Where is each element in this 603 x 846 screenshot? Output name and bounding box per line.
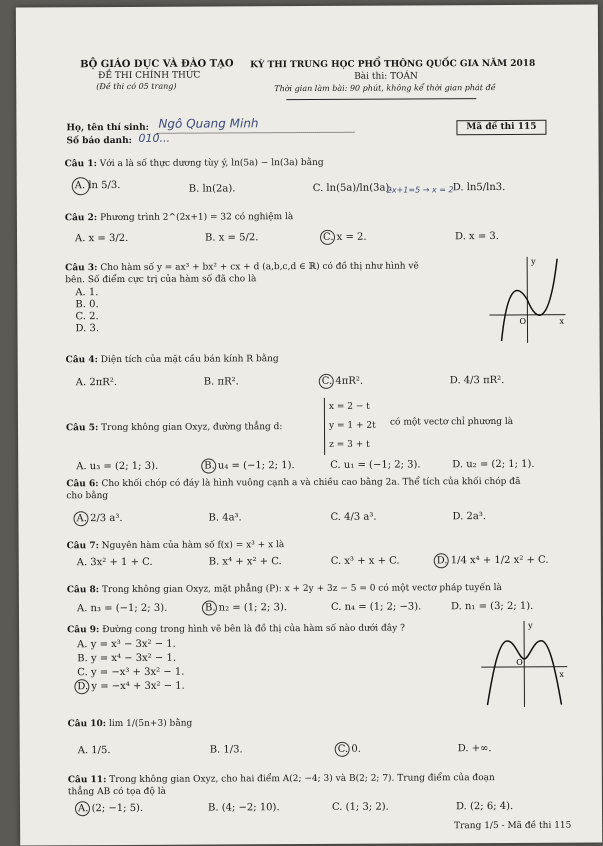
q8-option-c: C. n₄ = (1; 2; −3). (330, 601, 422, 613)
question-number: Câu 8: (66, 585, 100, 596)
q5-text-cont: có một vectơ chỉ phương là (389, 416, 514, 428)
q3-option-d: D. 3. (75, 323, 100, 335)
q7-answer-mark (434, 553, 449, 568)
q9-option-a: A. y = x³ − 3x² − 1. (77, 638, 176, 651)
question-number: Câu 3: (65, 263, 98, 274)
q11-option-d: D. (2; 6; 4). (455, 800, 514, 813)
question-7 (67, 540, 285, 551)
question-number: Câu 6: (66, 479, 99, 490)
question-number: Câu 11: (67, 775, 107, 786)
q7-option-d: D. 1/4 x⁴ + 1/2 x² + C. (436, 554, 549, 567)
question-3 (65, 261, 419, 273)
q1-answer-mark (72, 177, 90, 195)
question-number: Câu 1: (64, 159, 97, 170)
q5-option-b: B. u₄ = (−1; 2; 1). (204, 460, 295, 472)
question-9 (67, 624, 405, 636)
q8-option-a: A. n₃ = (−1; 2; 3). (76, 602, 168, 615)
question-text: Phương trình 2^(2x+1) = 32 có nghiệm là (100, 212, 294, 224)
q7-option-b: B. x⁴ + x² + C. (208, 556, 282, 568)
q5-option-d: D. u₂ = (2; 1; 1). (452, 458, 535, 471)
q5-option-a: A. u₃ = (2; 1; 3). (76, 460, 159, 473)
system-row: z = 3 + t (329, 439, 370, 450)
question-6 (66, 477, 520, 489)
question-text: Cho hàm số y = ax³ + bx² + cx + d (a,b,c,d ∈ ℝ) có đồ thị như hình vẽ (100, 261, 419, 274)
q10-option-b: B. 1/3. (209, 744, 243, 756)
exam-paper (16, 4, 602, 845)
q4-option-d: D. 4/3 πR². (449, 374, 505, 387)
origin-label: O (519, 316, 527, 326)
question-text: Trong không gian Oxyz, đường thẳng d: (101, 422, 283, 434)
question-number: Câu 4: (65, 355, 98, 366)
id-label: Số báo danh: (66, 135, 132, 147)
question-text: Cho khối chóp có đáy là hình vuông cạnh a và chiều cao bằng 2a. Thể tích của khối chóp đã (101, 476, 521, 490)
q9-option-b: B. y = x⁴ − 3x² − 1. (77, 652, 177, 665)
question-text: Trong không gian Oxyz, cho hai điểm A(2; −4; 3) và B(2; 2; 7). Trung điểm của đoạn (109, 773, 495, 786)
question-2 (65, 212, 293, 223)
question-number: Câu 2: (64, 213, 98, 224)
q6-option-a: A. 2/3 a³. (76, 512, 123, 525)
q1-option-b: B. ln(2a). (188, 183, 236, 195)
q2-option-b: B. x = 5/2. (204, 232, 259, 244)
pages-note: (Đề thi có 05 trang) (96, 81, 177, 92)
q8-answer-mark (202, 600, 217, 615)
exam-code-box: Mã đề thi 115 (456, 120, 546, 135)
q6-option-c: C. 4/3 a³. (330, 511, 377, 523)
q7-option-a: A. 3x² + 1 + C. (76, 556, 153, 569)
question-text: Với a là số thực dương tùy ý, ln(5a) − ln(3a) bằng (99, 157, 324, 170)
question-text: Trong không gian Oxyz, mặt phẳng (P): x + 2y + 3z − 5 = 0 có một vectơ pháp tuyến là (101, 582, 502, 596)
q3-option-c: C. 2. (75, 311, 99, 323)
y-axis-label: y (528, 620, 533, 630)
q11-answer-mark (75, 801, 90, 816)
q4-answer-mark (319, 374, 334, 389)
name-dots (156, 132, 354, 134)
q2-option-c: C. x = 2. (322, 231, 367, 243)
q9-option-c: C. y = −x³ + 3x² − 1. (77, 666, 185, 679)
x-axis-label: x (559, 316, 564, 326)
question-11 (68, 773, 495, 785)
ministry-name: BỘ GIÁO DỤC VÀ ĐÀO TẠO (80, 58, 234, 71)
q3-option-a: A. 1. (75, 287, 99, 299)
q10-option-c: C. 0. (337, 743, 361, 755)
q4-option-c: C. 4πR². (321, 375, 364, 387)
question-number: Câu 7: (66, 541, 99, 552)
q6-text-cont: cho bằng (66, 491, 109, 502)
q10-option-a: A. 1/5. (77, 745, 111, 757)
official-label: ĐỀ THI CHÍNH THỨC (98, 70, 201, 82)
question-text: Nguyên hàm của hàm số f(x) = x³ + x là (101, 540, 285, 552)
q4-option-b: B. πR². (203, 376, 239, 388)
exam-time: Thời gian làm bài: 90 phút, không kể thời gian phát đề (274, 83, 496, 94)
name-handwritten: Ngô Quang Minh (158, 116, 259, 131)
q8-option-d: D. n₁ = (3; 2; 1). (450, 600, 534, 613)
question-4 (66, 354, 279, 365)
q9-graph (479, 619, 569, 709)
q2-option-d: D. x = 3. (454, 231, 499, 243)
question-10 (68, 719, 193, 730)
question-number: Câu 9: (67, 625, 100, 636)
question-1 (65, 158, 324, 169)
q3-text-cont: bên. Số điểm cực trị của hàm số đã cho là (65, 274, 257, 286)
question-text: lim 1/(5n+3) bằng (108, 718, 193, 730)
q11-option-b: B. (4; −2; 10). (207, 802, 280, 814)
system-row: y = 1 + 2t (328, 420, 376, 431)
q5-option-c: C. u₁ = (−1; 2; 3). (330, 459, 421, 471)
q8-option-b: B. n₂ = (1; 2; 3). (204, 602, 288, 614)
x-axis-label: x (559, 669, 564, 679)
q11-option-a: A. (2; −1; 5). (77, 802, 144, 815)
page-footer: Trang 1/5 - Mã đề thi 115 (454, 820, 572, 832)
question-5 (66, 422, 282, 433)
system-row: x = 2 − t (328, 401, 370, 412)
q3-option-b: B. 0. (75, 299, 99, 311)
question-text: Diện tích của mặt cầu bán kính R bằng (100, 354, 279, 366)
q11-option-c: C. (1; 3; 2). (331, 801, 389, 813)
q9-option-d: D. y = −x⁴ + 3x² − 1. (77, 680, 185, 693)
q6-option-d: D. 2a³. (452, 511, 487, 523)
exam-title: KỲ THI TRUNG HỌC PHỔ THÔNG QUỐC GIA NĂM 2018 (250, 58, 536, 71)
q7-option-c: C. x³ + x + C. (330, 555, 400, 567)
q10-option-d: D. +∞. (457, 743, 492, 755)
q6-option-b: B. 4a³. (208, 512, 242, 524)
q11-text-cont: thẳng AB có tọa độ là (67, 786, 166, 798)
q6-answer-mark (73, 511, 88, 526)
y-axis-label: y (531, 256, 536, 266)
q3-graph (487, 255, 567, 345)
q2-answer-mark (320, 230, 335, 245)
q1-option-c: C. ln(5a)/ln(3a). (312, 182, 393, 194)
question-8 (67, 583, 502, 595)
name-label: Họ, tên thí sinh: (66, 122, 149, 134)
question-number: Câu 5: (65, 423, 99, 434)
header-rule (286, 98, 476, 100)
q1-scribble: 2x+1=5 → x = 2 (386, 185, 454, 195)
q10-answer-mark (335, 742, 350, 757)
q5-answer-mark (201, 458, 216, 473)
q4-option-a: A. 2πR². (75, 377, 118, 389)
id-handwritten: 010... (138, 131, 171, 145)
q5-line-system (324, 398, 376, 455)
question-number: Câu 10: (67, 719, 107, 730)
q9-answer-mark (74, 679, 89, 694)
q2-option-a: A. x = 3/2. (74, 232, 129, 245)
origin-label: O (516, 657, 523, 667)
q1-option-a: A. ln 5/3. (74, 179, 121, 192)
q1-option-d: D. ln5/ln3. (452, 181, 506, 194)
question-text: Đường cong trong hình vẽ bên là đồ thị của hàm số nào dưới đây ? (102, 623, 405, 636)
exam-subject: Bài thi: TOÁN (354, 71, 418, 82)
